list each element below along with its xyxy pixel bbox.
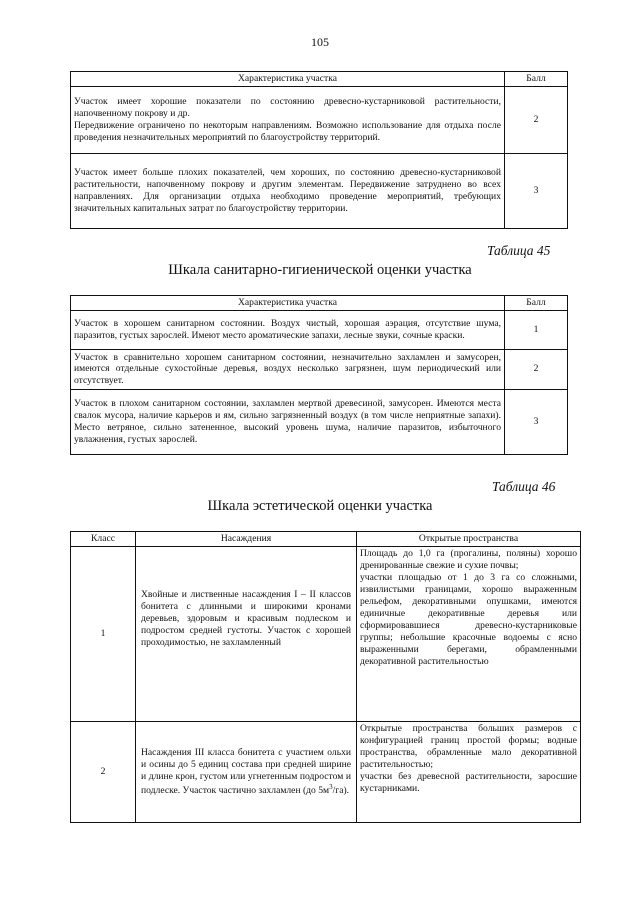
- row-plantings-text: Насаждения III класса бонитета с участием ольхи и осины до 5 единиц состава при средней ширине и длине крон, густом или угнетенным подростом и подлеске. Участок частично захламлен (до 5м: [141, 746, 351, 797]
- header-class: Класс: [71, 532, 136, 547]
- header-plantings: Насаждения: [136, 532, 357, 547]
- row-description: Участок в хорошем санитарном состоянии. Воздух чистый, хорошая аэрация, отсутствие шума, паразитов, густых зарослей. Имеют место ароматические запахи, лесные звуки, сочные краски.: [71, 310, 505, 349]
- row-plantings: [136, 546, 357, 721]
- table-row: [71, 153, 568, 228]
- aesthetic-scale-table: [70, 531, 581, 823]
- header-characteristic: Характеристика участка: [71, 72, 505, 87]
- row-open-spaces: Площадь до 1,0 га (прогалины, поляны) хорошо дренированные свежие и сухие почвы; участки площадью от 1 до 3 га со сложными, извилистыми границами, хорошо выраженным рельефом, декоративными опушками, имеются единичные декоративные деревья или сформировавшиеся древесно-кустарниковые группы; небольшие красочные водоемы с ясно выраженными берегами, обрамленными декоративной растительностью: [357, 546, 581, 721]
- table-row: [71, 721, 581, 822]
- table-row: [71, 546, 581, 721]
- page-number: 105: [311, 35, 329, 49]
- row-score: 2: [505, 86, 568, 153]
- row-description: Участок в плохом санитарном состоянии, захламлен мертвой древесиной, замусорен. Имеются места свалок мусора, наличие карьеров и ям, сильно загрязненный воздух (в том числе неприятные запахи). Место ветряное, сильно затененное, высокий уровень шума, наличие паразитов, избыточного увлажнения, густых зарослей.: [71, 389, 505, 454]
- header-open-spaces: Открытые пространства: [357, 532, 581, 547]
- row-description: Участок имеет больше плохих показателей, чем хороших, по состоянию древесно-кустарниковой растительности, напочвенному покрову и другим элементам. Передвижение затруднено во всех направлениях. Для организации отдыха необходимо проведение мероприятий, требующих значительных капитальных затрат по благоустройству территории.: [71, 153, 505, 228]
- header-score: Балл: [505, 72, 568, 87]
- row-description: Участок имеет хорошие показатели по состоянию древесно-кустарниковой растительности, напочвенному покрову и др. Передвижение ограничено по некоторым направлениям. Возможно использование для отдыха после проведения незначительных мероприятий по благоустройству территорий.: [71, 86, 505, 153]
- superscript-3: 3: [329, 782, 333, 791]
- table-45-title: Шкала санитарно-гигиенической оценки участка: [168, 262, 472, 278]
- header-score: Балл: [505, 296, 568, 311]
- table-header-row: [71, 296, 568, 311]
- table-row: [71, 86, 568, 153]
- site-characteristics-table: [70, 71, 568, 229]
- table-row: [71, 389, 568, 454]
- header-characteristic: Характеристика участка: [71, 296, 505, 311]
- table-header-row: [71, 532, 581, 547]
- row-plantings-text-end: /га).: [332, 785, 350, 797]
- row-description: Участок в сравнительно хорошем санитарном состоянии, незначительно захламлен и замусорен, имеются отдельные сухостойные деревья, воздух несколько загрязнен, шум периодический или отсутствует.: [71, 349, 505, 389]
- row-score: 2: [505, 349, 568, 389]
- row-class: 2: [71, 721, 136, 822]
- row-plantings: [136, 721, 357, 822]
- sanitary-hygienic-scale-table: [70, 295, 568, 455]
- table-header-row: [71, 72, 568, 87]
- table-46-label: Таблица 46: [492, 479, 556, 494]
- row-score: 3: [505, 389, 568, 454]
- row-score: 1: [505, 310, 568, 349]
- table-row: [71, 349, 568, 389]
- row-plantings-text: Хвойные и лиственные насаждения I – II классов бонитета с длинными и широкими кронами деревьев, здоровым и красивым подлеском и подростом средней густоты. Участок с хорошей проходимостью, не захламленный: [141, 589, 351, 648]
- table-45-label: Таблица 45: [487, 243, 551, 258]
- table-row: [71, 310, 568, 349]
- row-open-spaces: Открытые пространства больших размеров с конфигурацией границ простой формы; водные пространства, обрамленные мало декоративной растительностью; участки без древесной растительности, заросшие кустарниками.: [357, 721, 581, 822]
- row-class: 1: [71, 546, 136, 721]
- table-46-title: Шкала эстетической оценки участка: [207, 498, 433, 514]
- row-score: 3: [505, 153, 568, 228]
